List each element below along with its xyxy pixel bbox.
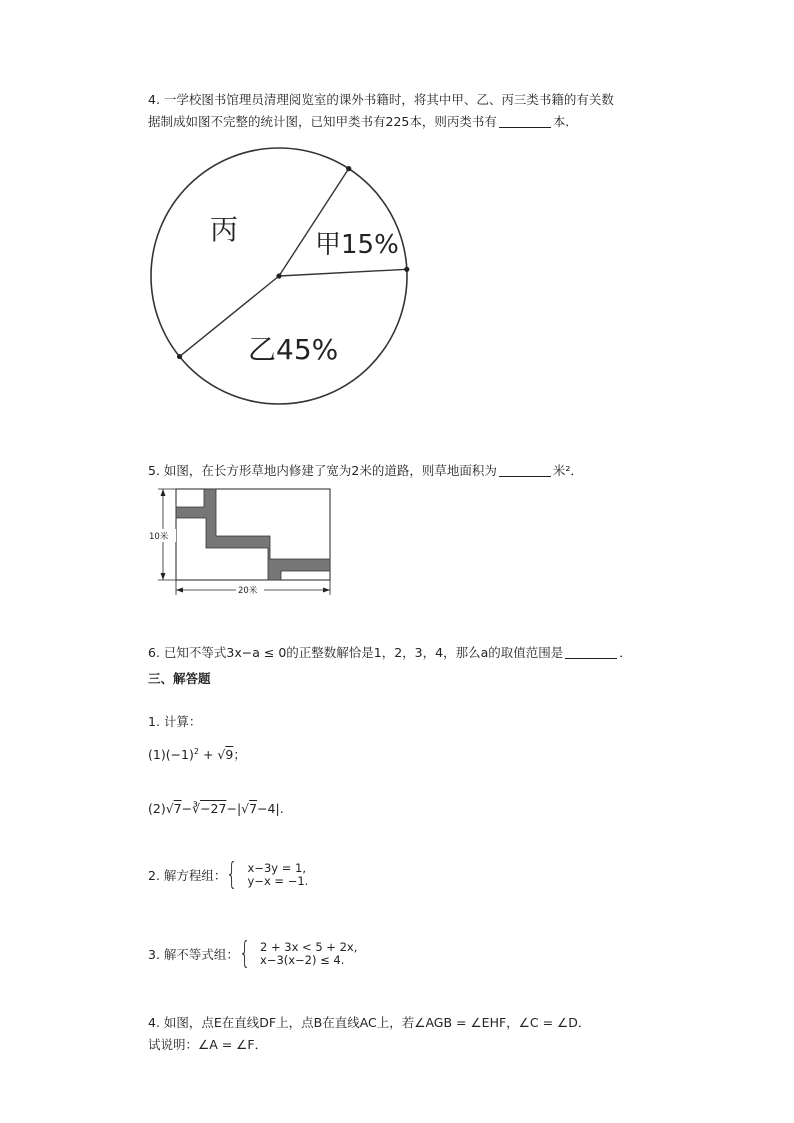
q6-text: 已知不等式3x−a ≤ 0的正整数解恰是1，2，3，4，那么a的取值范围是 — [163, 645, 564, 660]
p1-part2-radicand3: 7 — [249, 801, 258, 816]
p1-part2-radicand2: −27 — [200, 801, 227, 816]
p1-title: 1. 计算： — [148, 714, 202, 729]
pie-boundary-0 — [279, 269, 407, 276]
p2-brace: { — [226, 857, 238, 892]
q4-text-line1: 一学校图书馆理员清理阅览室的课外书籍时，将其中甲、乙、丙三类书籍的有关数 — [163, 92, 614, 107]
p1-part2-radicand1: 7 — [173, 801, 182, 816]
p1-part2 — [148, 799, 284, 819]
width-arrow-left — [176, 588, 183, 593]
p2-eq2: y−x = −1. — [247, 874, 309, 888]
q5-line — [148, 461, 583, 481]
p1-part1-end: ； — [233, 747, 246, 763]
p4-line2: 试说明：∠A = ∠F． — [148, 1037, 268, 1052]
q6-line — [148, 643, 632, 663]
p1-part1-plus: + √ — [198, 747, 226, 763]
q4-text-line2: 据制成如图不完整的统计图，已知甲类书有225本，则丙类书有 — [148, 114, 497, 129]
pie-label-jia: 甲15% — [315, 230, 399, 260]
q6-text-end: ． — [619, 645, 632, 660]
road-path — [176, 489, 330, 580]
q4-answer-blank[interactable] — [499, 113, 551, 128]
p2-label: 2. 解方程组： — [148, 868, 227, 883]
p3-inequalities — [260, 941, 357, 967]
p2-eq1: x−3y = 1, — [247, 861, 306, 875]
pie-boundary-dot-0 — [404, 267, 409, 272]
height-label: 10米 — [149, 532, 169, 542]
section-title: 三、解答题 — [148, 671, 211, 686]
p3-label: 3. 解不等式组： — [148, 947, 239, 962]
q5-number: 5. — [148, 463, 160, 478]
height-arrow-bottom — [161, 573, 166, 580]
p2-equation-system — [148, 857, 309, 892]
q4-text-line2-end: 本． — [552, 114, 578, 129]
p1-part2-abs: −|√ — [226, 801, 250, 816]
pie-chart — [140, 142, 420, 412]
p1-part1-exponent: 2 — [193, 747, 199, 756]
p3-brace: { — [238, 936, 251, 971]
p4-line1: 4. 如图，点E在直线DF上，点B在直线AC上，若∠AGB = ∠EHF，∠C = ∠D． — [148, 1015, 591, 1030]
p1-part2-end: −4|. — [257, 801, 284, 816]
pie-slice-boundaries — [177, 166, 409, 359]
pie-label-bing: 丙 — [210, 213, 239, 246]
p1-part1-prefix: (1)(−1) — [148, 747, 194, 763]
pie-boundary-dot-2 — [177, 354, 182, 359]
pie-label-yi: 乙45% — [248, 333, 339, 366]
width-label: 20米 — [238, 586, 258, 596]
q5-text-end: 米²． — [552, 463, 583, 478]
p2-equations — [248, 862, 309, 888]
q6-answer-blank[interactable] — [565, 644, 617, 659]
width-arrow-right — [323, 588, 330, 593]
p1-part2-prefix: (2)√ — [148, 801, 174, 816]
p3-inequality-system — [148, 936, 358, 971]
q4-line2 — [148, 112, 578, 132]
q6-number: 6. — [148, 645, 160, 660]
p1-part2-mid: −∛ — [181, 801, 201, 816]
pie-boundary-dot-1 — [346, 166, 351, 171]
q5-text: 如图，在长方形草地内修建了宽为2米的道路，则草地面积为 — [163, 463, 497, 478]
q4-number: 4. — [148, 92, 160, 107]
lawn-diagram — [146, 484, 346, 599]
pie-center-dot — [276, 273, 281, 278]
p3-eq1: 2 + 3x < 5 + 2x, — [260, 940, 358, 954]
p3-eq2: x−3(x−2) ≤ 4. — [260, 953, 345, 967]
q5-answer-blank[interactable] — [499, 462, 551, 477]
p1-part1 — [148, 742, 246, 765]
p1-part1-radicand: 9 — [225, 747, 234, 763]
q4-line1 — [148, 90, 614, 110]
height-arrow-top — [161, 489, 166, 496]
